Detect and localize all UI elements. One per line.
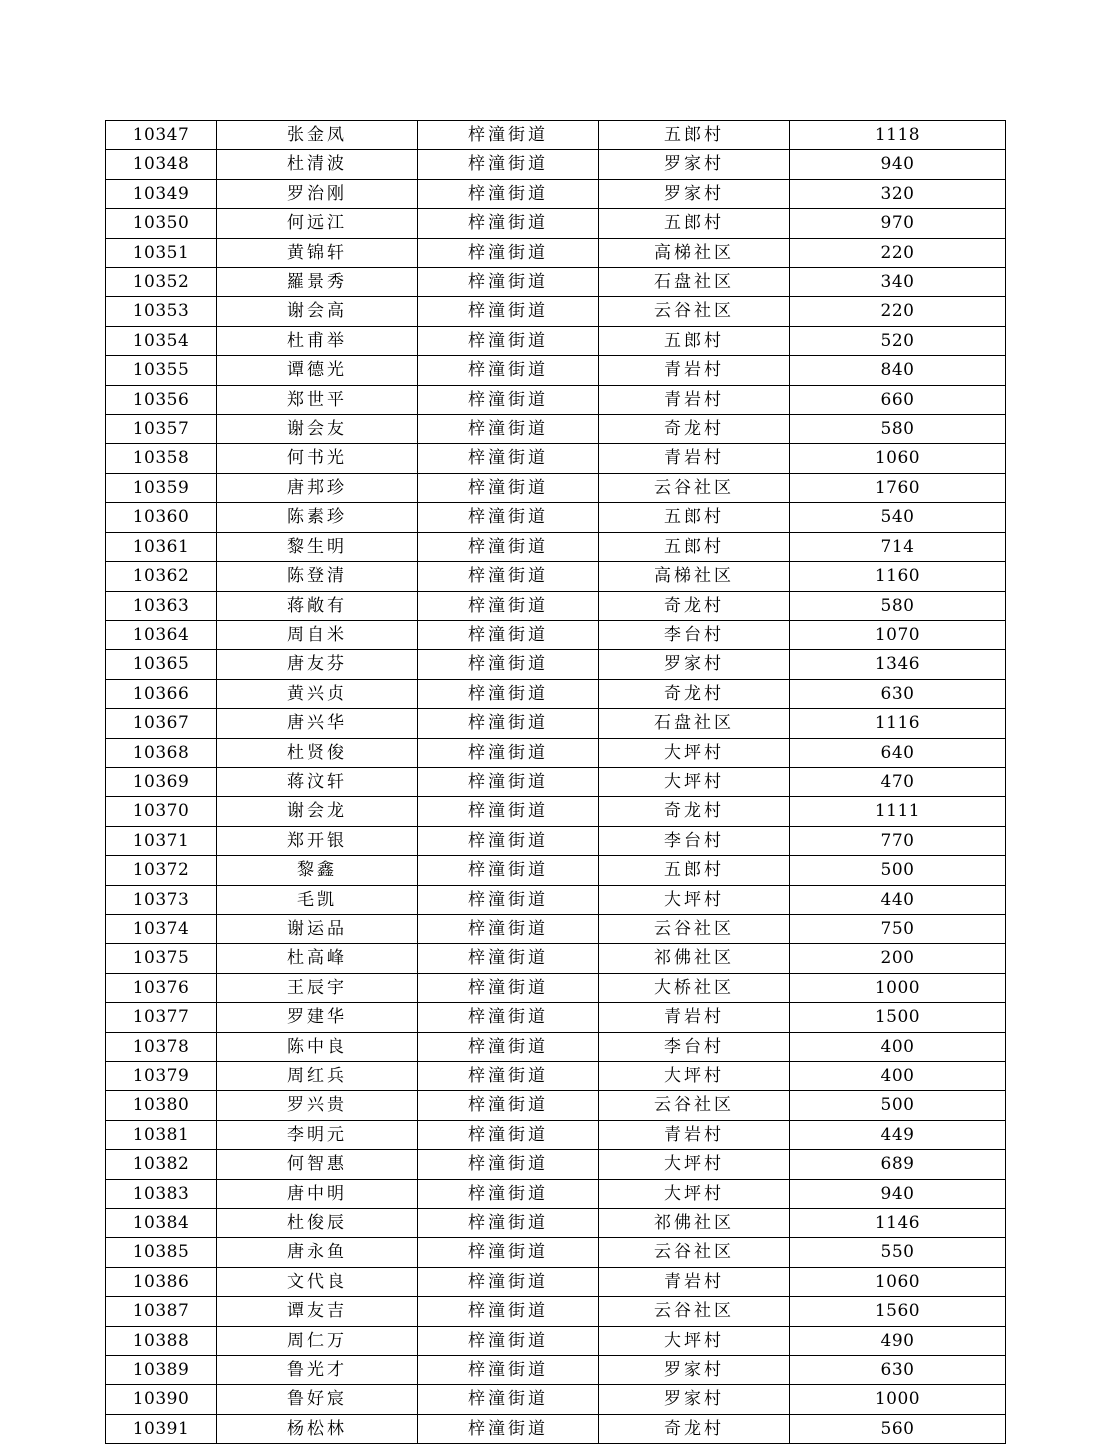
table-row (106, 797, 1006, 826)
cell-village: 大坪村 (599, 1326, 790, 1355)
cell-id: 10375 (106, 944, 217, 973)
cell-street: 梓潼街道 (418, 620, 599, 649)
cell-amount: 1060 (790, 1267, 1006, 1296)
table-row (106, 179, 1006, 208)
table-body (106, 121, 1006, 1444)
cell-village: 云谷社区 (599, 1297, 790, 1326)
cell-street: 梓潼街道 (418, 973, 599, 1002)
cell-name: 李明元 (217, 1120, 418, 1149)
cell-street: 梓潼街道 (418, 268, 599, 297)
cell-street: 梓潼街道 (418, 473, 599, 502)
cell-village: 青岩村 (599, 444, 790, 473)
cell-id: 10365 (106, 650, 217, 679)
cell-id: 10388 (106, 1326, 217, 1355)
cell-street: 梓潼街道 (418, 1385, 599, 1414)
cell-village: 云谷社区 (599, 1091, 790, 1120)
cell-street: 梓潼街道 (418, 150, 599, 179)
cell-name: 杜高峰 (217, 944, 418, 973)
cell-name: 何智惠 (217, 1150, 418, 1179)
cell-id: 10355 (106, 356, 217, 385)
table-row (106, 914, 1006, 943)
cell-street: 梓潼街道 (418, 650, 599, 679)
cell-village: 云谷社区 (599, 914, 790, 943)
cell-id: 10382 (106, 1150, 217, 1179)
cell-name: 罗治刚 (217, 179, 418, 208)
cell-id: 10385 (106, 1238, 217, 1267)
cell-street: 梓潼街道 (418, 885, 599, 914)
cell-name: 何书光 (217, 444, 418, 473)
cell-village: 青岩村 (599, 1267, 790, 1296)
cell-street: 梓潼街道 (418, 826, 599, 855)
cell-village: 五郎村 (599, 532, 790, 561)
cell-amount: 840 (790, 356, 1006, 385)
cell-name: 周仁万 (217, 1326, 418, 1355)
cell-amount: 400 (790, 1062, 1006, 1091)
cell-village: 青岩村 (599, 1120, 790, 1149)
cell-id: 10354 (106, 326, 217, 355)
cell-name: 何远江 (217, 209, 418, 238)
cell-amount: 449 (790, 1120, 1006, 1149)
cell-amount: 520 (790, 326, 1006, 355)
table-row (106, 767, 1006, 796)
table-row (106, 1238, 1006, 1267)
cell-id: 10373 (106, 885, 217, 914)
table-row (106, 679, 1006, 708)
cell-street: 梓潼街道 (418, 914, 599, 943)
cell-village: 五郎村 (599, 856, 790, 885)
cell-village: 青岩村 (599, 356, 790, 385)
cell-name: 黄兴贞 (217, 679, 418, 708)
cell-name: 黎生明 (217, 532, 418, 561)
cell-name: 郑世平 (217, 385, 418, 414)
table-row (106, 356, 1006, 385)
cell-name: 黄锦轩 (217, 238, 418, 267)
cell-id: 10372 (106, 856, 217, 885)
cell-name: 文代良 (217, 1267, 418, 1296)
cell-amount: 580 (790, 591, 1006, 620)
cell-id: 10381 (106, 1120, 217, 1149)
cell-id: 10353 (106, 297, 217, 326)
table-row (106, 738, 1006, 767)
cell-name: 鲁好宸 (217, 1385, 418, 1414)
cell-id: 10359 (106, 473, 217, 502)
table-row (106, 121, 1006, 150)
cell-street: 梓潼街道 (418, 238, 599, 267)
cell-street: 梓潼街道 (418, 1179, 599, 1208)
cell-name: 谭德光 (217, 356, 418, 385)
cell-name: 谢会龙 (217, 797, 418, 826)
cell-id: 10352 (106, 268, 217, 297)
cell-amount: 660 (790, 385, 1006, 414)
cell-name: 郑开银 (217, 826, 418, 855)
cell-name: 鲁光才 (217, 1356, 418, 1385)
cell-name: 杜俊辰 (217, 1209, 418, 1238)
cell-street: 梓潼街道 (418, 1356, 599, 1385)
cell-id: 10361 (106, 532, 217, 561)
cell-name: 谭友吉 (217, 1297, 418, 1326)
cell-id: 10369 (106, 767, 217, 796)
cell-village: 大坪村 (599, 1179, 790, 1208)
cell-street: 梓潼街道 (418, 1032, 599, 1061)
cell-village: 高梯社区 (599, 562, 790, 591)
table-row (106, 1297, 1006, 1326)
table-row (106, 503, 1006, 532)
cell-name: 唐邦珍 (217, 473, 418, 502)
cell-id: 10364 (106, 620, 217, 649)
cell-name: 蒋敞有 (217, 591, 418, 620)
cell-village: 大坪村 (599, 738, 790, 767)
cell-street: 梓潼街道 (418, 356, 599, 385)
cell-amount: 500 (790, 856, 1006, 885)
cell-street: 梓潼街道 (418, 385, 599, 414)
cell-name: 周自米 (217, 620, 418, 649)
cell-amount: 1160 (790, 562, 1006, 591)
cell-village: 大坪村 (599, 885, 790, 914)
cell-name: 黎鑫 (217, 856, 418, 885)
cell-street: 梓潼街道 (418, 1267, 599, 1296)
cell-name: 罗建华 (217, 1003, 418, 1032)
cell-amount: 500 (790, 1091, 1006, 1120)
table-row (106, 620, 1006, 649)
cell-village: 祁佛社区 (599, 1209, 790, 1238)
cell-name: 杜甫举 (217, 326, 418, 355)
cell-name: 谢会友 (217, 415, 418, 444)
cell-street: 梓潼街道 (418, 591, 599, 620)
cell-amount: 1070 (790, 620, 1006, 649)
cell-name: 唐永鱼 (217, 1238, 418, 1267)
cell-street: 梓潼街道 (418, 1150, 599, 1179)
cell-village: 五郎村 (599, 209, 790, 238)
cell-id: 10386 (106, 1267, 217, 1296)
cell-amount: 1560 (790, 1297, 1006, 1326)
cell-village: 李台村 (599, 826, 790, 855)
table-row (106, 591, 1006, 620)
cell-amount: 320 (790, 179, 1006, 208)
cell-village: 奇龙村 (599, 1414, 790, 1443)
cell-village: 奇龙村 (599, 679, 790, 708)
table-row (106, 1326, 1006, 1355)
cell-village: 奇龙村 (599, 797, 790, 826)
cell-id: 10379 (106, 1062, 217, 1091)
table-row (106, 385, 1006, 414)
table-row (106, 473, 1006, 502)
cell-amount: 1060 (790, 444, 1006, 473)
cell-amount: 630 (790, 1356, 1006, 1385)
cell-village: 罗家村 (599, 650, 790, 679)
cell-village: 大坪村 (599, 1062, 790, 1091)
cell-amount: 630 (790, 679, 1006, 708)
table-row (106, 856, 1006, 885)
cell-amount: 200 (790, 944, 1006, 973)
cell-village: 高梯社区 (599, 238, 790, 267)
table-row (106, 1179, 1006, 1208)
cell-amount: 580 (790, 415, 1006, 444)
table-row (106, 826, 1006, 855)
cell-id: 10378 (106, 1032, 217, 1061)
table-row (106, 1267, 1006, 1296)
cell-name: 毛凯 (217, 885, 418, 914)
cell-id: 10389 (106, 1356, 217, 1385)
cell-id: 10387 (106, 1297, 217, 1326)
cell-street: 梓潼街道 (418, 1209, 599, 1238)
cell-id: 10363 (106, 591, 217, 620)
cell-id: 10350 (106, 209, 217, 238)
cell-village: 青岩村 (599, 1003, 790, 1032)
cell-street: 梓潼街道 (418, 326, 599, 355)
cell-street: 梓潼街道 (418, 297, 599, 326)
cell-village: 罗家村 (599, 1385, 790, 1414)
cell-amount: 1000 (790, 973, 1006, 1002)
cell-amount: 560 (790, 1414, 1006, 1443)
cell-amount: 490 (790, 1326, 1006, 1355)
cell-village: 李台村 (599, 620, 790, 649)
cell-name: 杜贤俊 (217, 738, 418, 767)
cell-amount: 940 (790, 1179, 1006, 1208)
cell-village: 石盘社区 (599, 709, 790, 738)
cell-street: 梓潼街道 (418, 1297, 599, 1326)
cell-street: 梓潼街道 (418, 797, 599, 826)
cell-amount: 540 (790, 503, 1006, 532)
cell-id: 10366 (106, 679, 217, 708)
cell-amount: 1118 (790, 121, 1006, 150)
cell-street: 梓潼街道 (418, 1091, 599, 1120)
table-row (106, 709, 1006, 738)
cell-name: 羅景秀 (217, 268, 418, 297)
cell-amount: 1111 (790, 797, 1006, 826)
table-row (106, 944, 1006, 973)
cell-amount: 689 (790, 1150, 1006, 1179)
cell-street: 梓潼街道 (418, 856, 599, 885)
cell-name: 唐兴华 (217, 709, 418, 738)
table-row (106, 1091, 1006, 1120)
table-row (106, 885, 1006, 914)
cell-street: 梓潼街道 (418, 562, 599, 591)
cell-id: 10376 (106, 973, 217, 1002)
cell-name: 陈中良 (217, 1032, 418, 1061)
cell-village: 大坪村 (599, 767, 790, 796)
cell-id: 10348 (106, 150, 217, 179)
cell-amount: 1000 (790, 1385, 1006, 1414)
cell-street: 梓潼街道 (418, 121, 599, 150)
cell-name: 周红兵 (217, 1062, 418, 1091)
recipient-table (105, 120, 1006, 1444)
cell-village: 五郎村 (599, 121, 790, 150)
cell-id: 10391 (106, 1414, 217, 1443)
cell-id: 10347 (106, 121, 217, 150)
cell-amount: 550 (790, 1238, 1006, 1267)
cell-amount: 1500 (790, 1003, 1006, 1032)
table-row (106, 1003, 1006, 1032)
cell-village: 奇龙村 (599, 415, 790, 444)
cell-village: 大坪村 (599, 1150, 790, 1179)
cell-id: 10371 (106, 826, 217, 855)
cell-village: 云谷社区 (599, 1238, 790, 1267)
cell-name: 陈素珍 (217, 503, 418, 532)
cell-amount: 1760 (790, 473, 1006, 502)
cell-street: 梓潼街道 (418, 738, 599, 767)
cell-amount: 640 (790, 738, 1006, 767)
cell-name: 杜清波 (217, 150, 418, 179)
table-row (106, 1356, 1006, 1385)
cell-id: 10377 (106, 1003, 217, 1032)
table-row (106, 1414, 1006, 1443)
cell-street: 梓潼街道 (418, 179, 599, 208)
table-row (106, 1120, 1006, 1149)
table-row (106, 650, 1006, 679)
cell-street: 梓潼街道 (418, 767, 599, 796)
cell-amount: 1346 (790, 650, 1006, 679)
cell-name: 王辰宇 (217, 973, 418, 1002)
cell-amount: 220 (790, 238, 1006, 267)
cell-street: 梓潼街道 (418, 503, 599, 532)
cell-id: 10360 (106, 503, 217, 532)
table-row (106, 415, 1006, 444)
cell-name: 蒋汶轩 (217, 767, 418, 796)
cell-village: 罗家村 (599, 179, 790, 208)
cell-village: 奇龙村 (599, 591, 790, 620)
cell-name: 谢运品 (217, 914, 418, 943)
cell-id: 10351 (106, 238, 217, 267)
table-row (106, 297, 1006, 326)
cell-amount: 940 (790, 150, 1006, 179)
cell-street: 梓潼街道 (418, 1414, 599, 1443)
cell-street: 梓潼街道 (418, 444, 599, 473)
cell-name: 唐友芬 (217, 650, 418, 679)
table-row (106, 150, 1006, 179)
cell-village: 五郎村 (599, 503, 790, 532)
cell-name: 唐中明 (217, 1179, 418, 1208)
cell-village: 李台村 (599, 1032, 790, 1061)
cell-village: 石盘社区 (599, 268, 790, 297)
cell-amount: 220 (790, 297, 1006, 326)
cell-street: 梓潼街道 (418, 415, 599, 444)
cell-name: 谢会高 (217, 297, 418, 326)
cell-amount: 970 (790, 209, 1006, 238)
cell-street: 梓潼街道 (418, 709, 599, 738)
cell-village: 祁佛社区 (599, 944, 790, 973)
cell-id: 10367 (106, 709, 217, 738)
cell-street: 梓潼街道 (418, 209, 599, 238)
table-row (106, 1385, 1006, 1414)
cell-id: 10356 (106, 385, 217, 414)
table-row (106, 326, 1006, 355)
cell-street: 梓潼街道 (418, 532, 599, 561)
cell-amount: 440 (790, 885, 1006, 914)
cell-village: 罗家村 (599, 150, 790, 179)
cell-street: 梓潼街道 (418, 1326, 599, 1355)
table-row (106, 532, 1006, 561)
cell-id: 10374 (106, 914, 217, 943)
cell-amount: 1116 (790, 709, 1006, 738)
cell-id: 10358 (106, 444, 217, 473)
table-row (106, 1150, 1006, 1179)
cell-amount: 340 (790, 268, 1006, 297)
cell-amount: 770 (790, 826, 1006, 855)
cell-street: 梓潼街道 (418, 1120, 599, 1149)
table-row (106, 1062, 1006, 1091)
cell-id: 10362 (106, 562, 217, 591)
table-row (106, 1209, 1006, 1238)
cell-village: 青岩村 (599, 385, 790, 414)
cell-id: 10349 (106, 179, 217, 208)
cell-id: 10370 (106, 797, 217, 826)
cell-amount: 750 (790, 914, 1006, 943)
cell-id: 10383 (106, 1179, 217, 1208)
table-row (106, 268, 1006, 297)
cell-id: 10357 (106, 415, 217, 444)
cell-id: 10380 (106, 1091, 217, 1120)
cell-amount: 400 (790, 1032, 1006, 1061)
cell-amount: 1146 (790, 1209, 1006, 1238)
cell-id: 10390 (106, 1385, 217, 1414)
cell-street: 梓潼街道 (418, 944, 599, 973)
table-row (106, 973, 1006, 1002)
table-row (106, 444, 1006, 473)
cell-village: 五郎村 (599, 326, 790, 355)
table-row (106, 209, 1006, 238)
cell-street: 梓潼街道 (418, 1238, 599, 1267)
cell-village: 罗家村 (599, 1356, 790, 1385)
cell-street: 梓潼街道 (418, 1062, 599, 1091)
cell-street: 梓潼街道 (418, 679, 599, 708)
cell-village: 云谷社区 (599, 297, 790, 326)
cell-amount: 470 (790, 767, 1006, 796)
cell-name: 罗兴贵 (217, 1091, 418, 1120)
cell-name: 杨松林 (217, 1414, 418, 1443)
cell-village: 云谷社区 (599, 473, 790, 502)
table-row (106, 562, 1006, 591)
cell-id: 10384 (106, 1209, 217, 1238)
table-row (106, 1032, 1006, 1061)
table-row (106, 238, 1006, 267)
cell-amount: 714 (790, 532, 1006, 561)
cell-name: 陈登清 (217, 562, 418, 591)
cell-id: 10368 (106, 738, 217, 767)
cell-street: 梓潼街道 (418, 1003, 599, 1032)
cell-name: 张金凤 (217, 121, 418, 150)
cell-village: 大桥社区 (599, 973, 790, 1002)
